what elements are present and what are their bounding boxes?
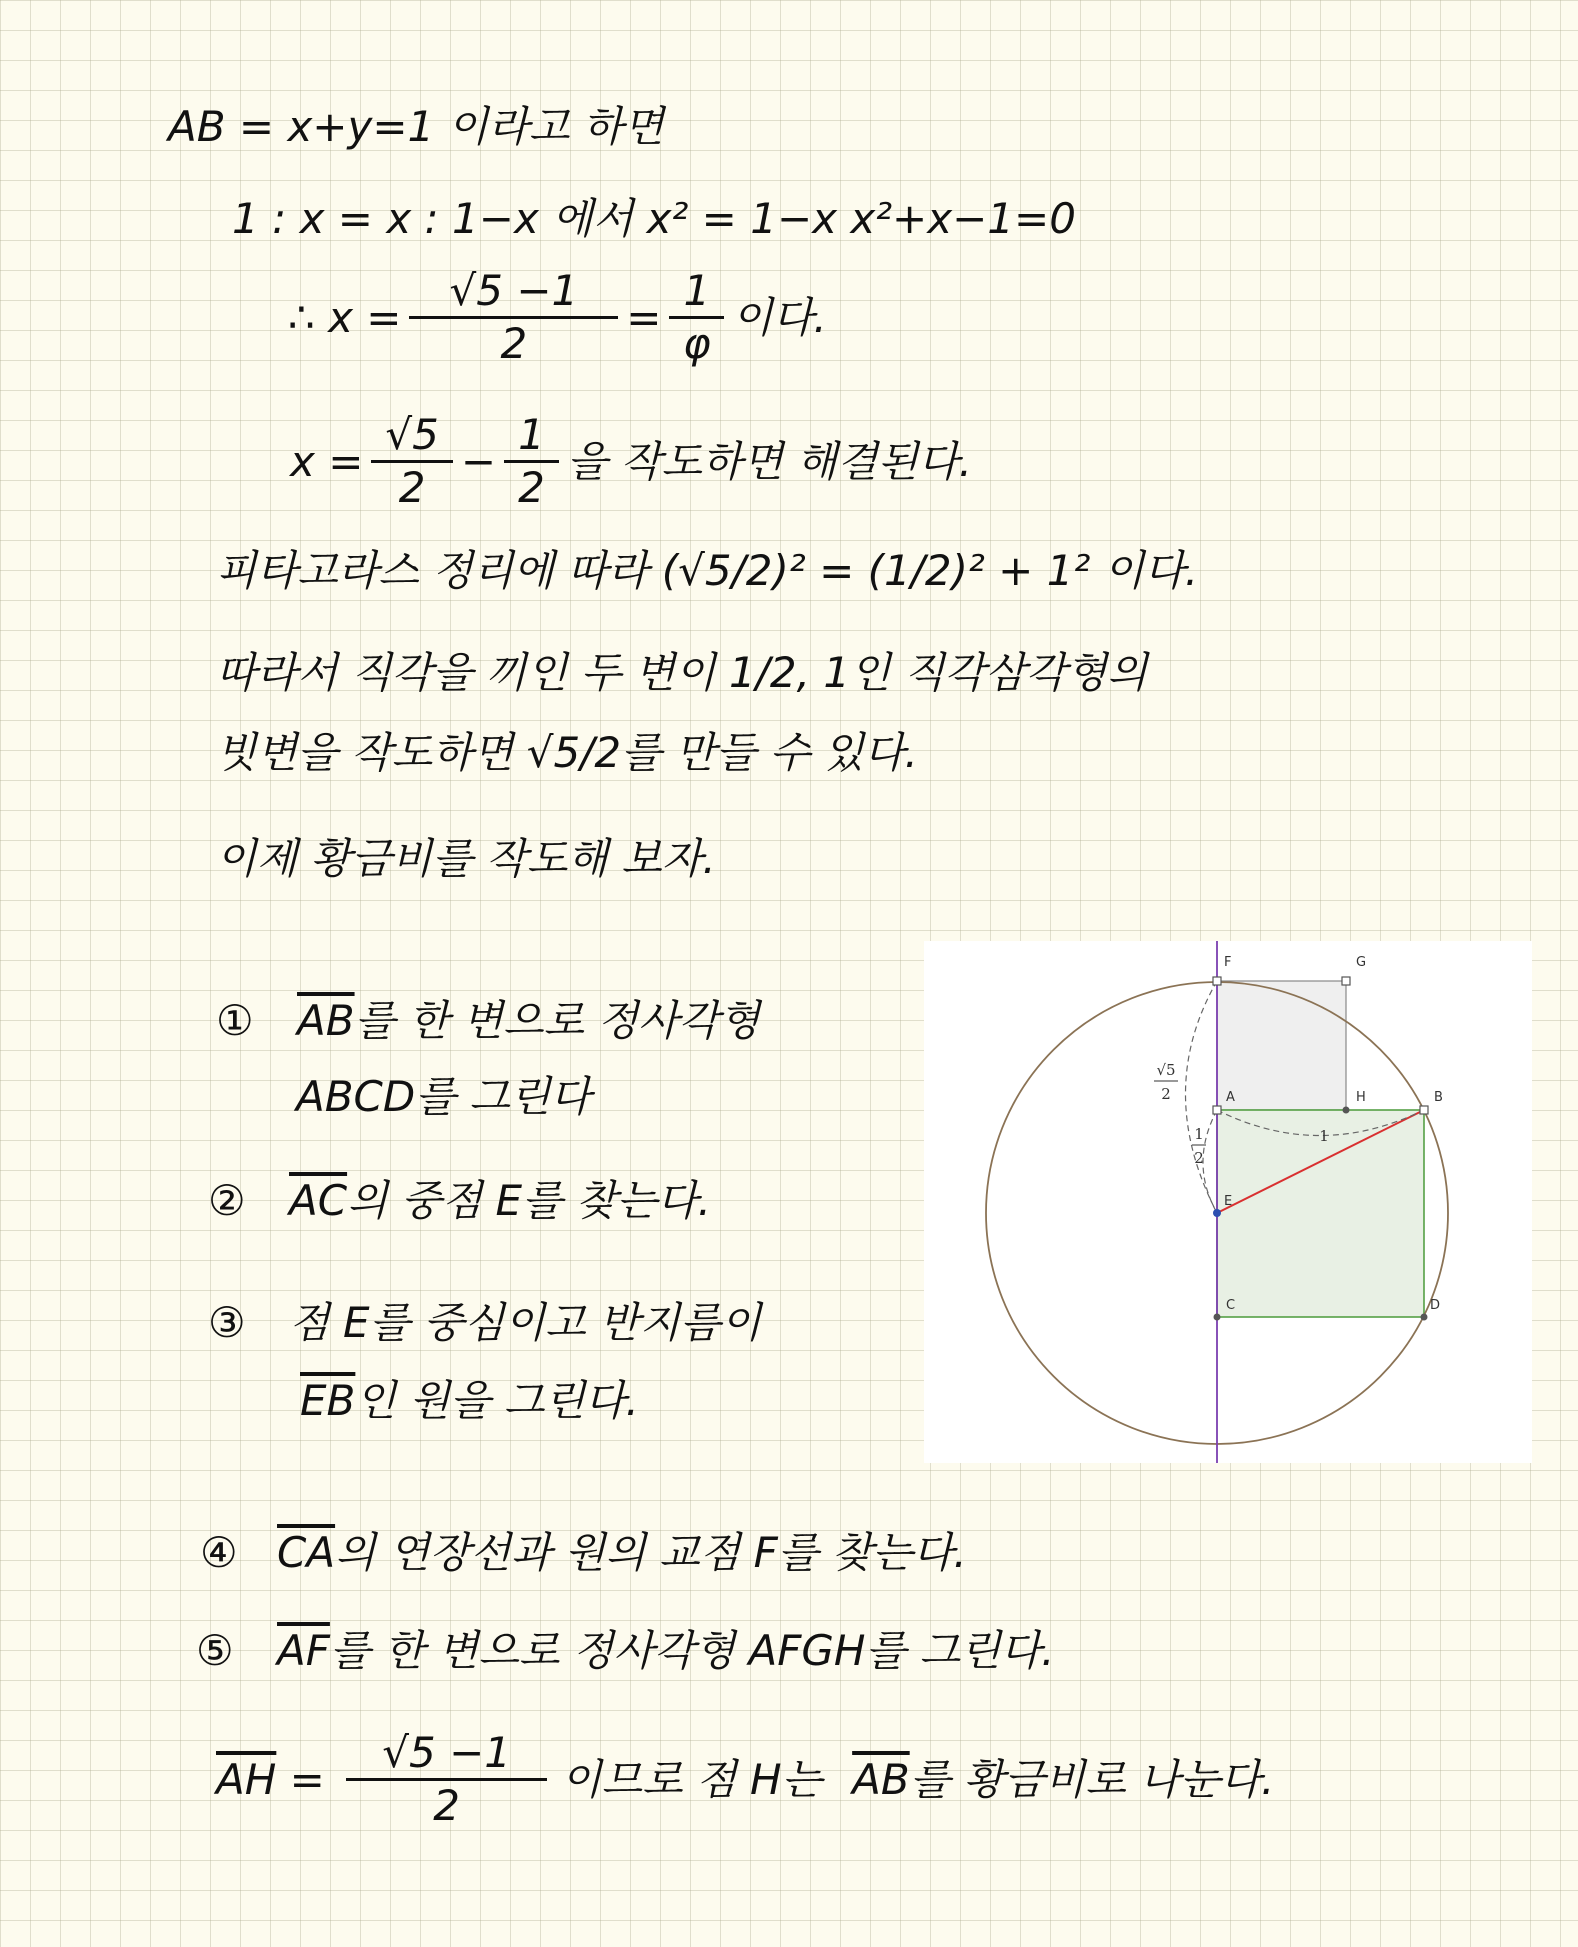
line-3-tail: 이다. xyxy=(732,292,827,342)
point-f xyxy=(1213,977,1221,985)
label-point-h: H xyxy=(1356,1090,1366,1105)
conclusion-segment-ah: $\overline{AH}$ xyxy=(216,1754,277,1804)
line-8-text: 이제 황금비를 작도해 보자. xyxy=(216,834,716,883)
point-e xyxy=(1213,1209,1221,1217)
line-2 xyxy=(232,196,1076,242)
line-3-denominator: 2 xyxy=(500,319,528,369)
line-3-fraction-2 xyxy=(669,268,724,367)
square-afgh xyxy=(1217,981,1346,1110)
line-4-lhs: x = xyxy=(290,436,364,486)
step-3-cont xyxy=(300,1378,639,1424)
conclusion xyxy=(216,1730,1274,1829)
label-point-c: C xyxy=(1226,1298,1236,1313)
step-2-number: ② xyxy=(208,1176,246,1225)
label-point-a: A xyxy=(1226,1090,1235,1105)
label-point-b: B xyxy=(1434,1090,1443,1105)
step-1-text-2: ABCD를 그린다 xyxy=(296,1072,591,1121)
step-5-segment: $\overline{AF}$ xyxy=(277,1626,330,1675)
step-5 xyxy=(196,1628,1054,1674)
line-4 xyxy=(290,412,972,511)
label-one: 1 xyxy=(1319,1127,1329,1145)
step-2 xyxy=(208,1178,711,1224)
step-3 xyxy=(208,1300,761,1346)
step-4-text: 의 연장선과 원의 교점 F를 찾는다. xyxy=(335,1528,967,1577)
point-a xyxy=(1213,1106,1221,1114)
line-3-equals: = xyxy=(626,292,662,342)
conclusion-segment-ab: $\overline{AB}$ xyxy=(852,1754,910,1804)
step-4-number: ④ xyxy=(200,1528,238,1577)
line-4-fraction-2 xyxy=(504,412,559,511)
point-g xyxy=(1342,977,1350,985)
line-4-tail: 을 작도하면 해결된다. xyxy=(566,436,973,486)
line-1-text: AB = x+y=1 이라고 하면 xyxy=(168,102,664,151)
step-4 xyxy=(200,1530,967,1576)
point-b xyxy=(1420,1106,1428,1114)
step-2-segment: $\overline{AC}$ xyxy=(289,1176,348,1225)
step-3-text: 점 E를 중심이고 반지름이 xyxy=(289,1298,762,1347)
step-1 xyxy=(216,998,760,1044)
conclusion-numerator: √5 −1 xyxy=(346,1730,547,1781)
point-h xyxy=(1343,1107,1350,1114)
dashed-arc-half xyxy=(1203,1110,1217,1213)
step-1-number: ① xyxy=(216,996,254,1045)
line-4-denominator: 2 xyxy=(398,463,426,513)
step-3-number: ③ xyxy=(208,1298,246,1347)
conclusion-denominator: 2 xyxy=(433,1781,460,1831)
label-point-f: F xyxy=(1224,955,1232,970)
conclusion-tail: 를 황금비로 나눈다. xyxy=(909,1754,1275,1804)
step-5-text: 를 한 변으로 정사각형 AFGH를 그린다. xyxy=(329,1626,1055,1675)
step-3-text-2: 인 원을 그린다. xyxy=(355,1376,639,1425)
dashed-arc-sqrt5-over-2 xyxy=(1186,981,1218,1213)
step-5-number: ⑤ xyxy=(196,1626,234,1675)
point-c xyxy=(1214,1314,1221,1321)
line-3-lhs: ∴ x = xyxy=(288,292,402,342)
line-6-text: 따라서 직각을 끼인 두 변이 1/2, 1인 직각삼각형의 xyxy=(216,648,1148,697)
line-3-numerator-2: 1 xyxy=(669,268,724,319)
construction-svg xyxy=(924,941,1532,1463)
line-1 xyxy=(168,104,664,150)
point-d xyxy=(1421,1314,1428,1321)
conclusion-fraction xyxy=(346,1730,547,1829)
step-4-segment: $\overline{CA}$ xyxy=(277,1528,336,1577)
line-8 xyxy=(216,836,716,882)
line-2-text: 1 : x = x : 1−x 에서 x² = 1−x x²+x−1=0 xyxy=(232,194,1076,243)
line-4-fraction xyxy=(371,412,452,511)
step-1-segment: $\overline{AB}$ xyxy=(297,996,355,1045)
label-sqrt5-numerator: √5 xyxy=(1156,1061,1176,1079)
conclusion-equals: = xyxy=(276,1754,339,1804)
step-3-segment: $\overline{EB}$ xyxy=(300,1376,356,1425)
construction-figure xyxy=(924,941,1532,1463)
line-4-numerator: √5 xyxy=(371,412,452,463)
line-5 xyxy=(216,548,1198,594)
line-3-fraction xyxy=(409,268,618,367)
line-4-denominator-2: 2 xyxy=(518,463,545,513)
line-5-text: 피타고라스 정리에 따라 (√5/2)² = (1/2)² + 1² 이다. xyxy=(216,546,1199,595)
step-1-cont xyxy=(296,1074,591,1120)
line-7 xyxy=(216,730,918,776)
step-2-text: 의 중점 E를 찾는다. xyxy=(347,1176,712,1225)
conclusion-text: 이므로 점 H는 xyxy=(560,1754,823,1804)
line-3 xyxy=(288,268,827,367)
label-half-numerator: 1 xyxy=(1194,1125,1204,1143)
line-6 xyxy=(216,650,1147,696)
step-1-text: 를 한 변으로 정사각형 xyxy=(354,996,760,1045)
label-point-d: D xyxy=(1430,1298,1441,1313)
line-4-minus: − xyxy=(460,436,497,486)
label-half-denominator: 2 xyxy=(1194,1149,1204,1167)
line-3-numerator: √5 −1 xyxy=(409,268,618,319)
line-4-numerator-2: 1 xyxy=(504,412,559,463)
line-7-text: 빗변을 작도하면 √5/2를 만들 수 있다. xyxy=(216,728,918,777)
line-3-denominator-2: φ xyxy=(682,319,711,369)
label-sqrt5-denominator: 2 xyxy=(1161,1085,1171,1103)
label-point-g: G xyxy=(1356,955,1367,970)
label-point-e: E xyxy=(1224,1194,1233,1209)
